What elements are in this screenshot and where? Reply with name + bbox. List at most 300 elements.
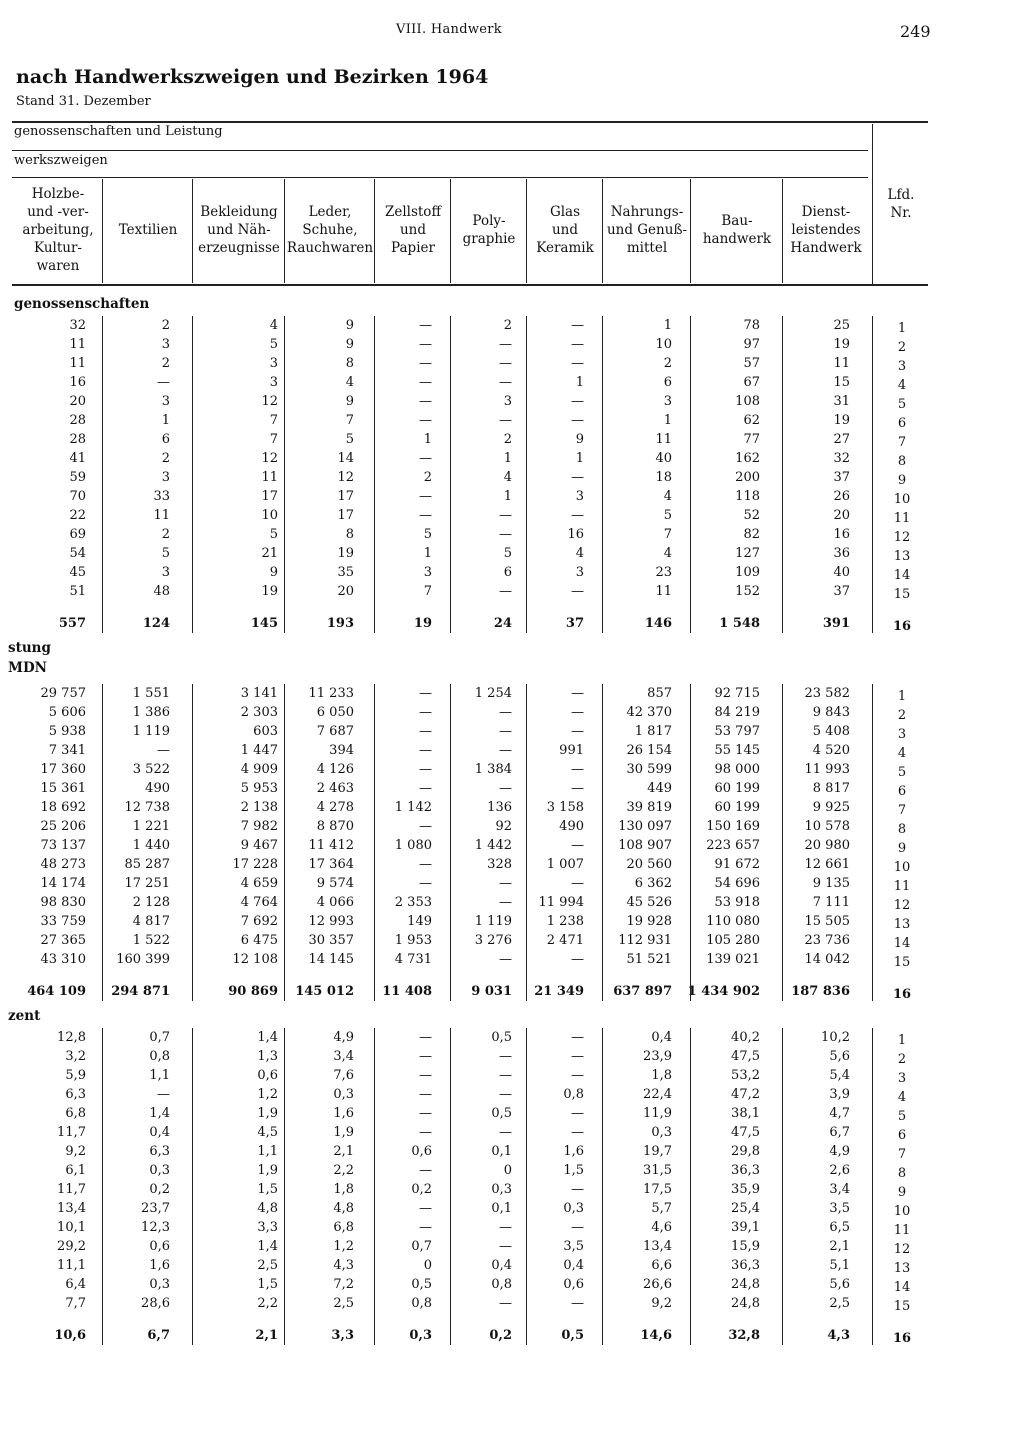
table-cell: 4,9 — [829, 1144, 850, 1159]
column-divider — [284, 316, 285, 633]
table-cell: 17 — [337, 508, 354, 523]
table-cell: — — [571, 413, 584, 428]
table-cell: 4 126 — [316, 762, 354, 777]
table-cell: 17 — [337, 489, 354, 504]
table-cell: — — [571, 762, 584, 777]
table-cell: — — [419, 743, 432, 758]
row-number: 5 — [897, 765, 907, 780]
table-cell: — — [419, 781, 432, 796]
table-cell: 2,5 — [333, 1296, 354, 1311]
table-cell: 1 — [503, 451, 512, 466]
table-cell: — — [499, 952, 512, 967]
table-cell: 54 696 — [714, 876, 760, 891]
row-number: 6 — [897, 416, 907, 431]
column-divider — [192, 179, 193, 283]
table-cell: 0 — [423, 1258, 432, 1273]
column-divider — [284, 179, 285, 283]
table-cell: 98 830 — [40, 895, 86, 910]
table-cell: 1 221 — [132, 819, 170, 834]
table-cell: 11,1 — [57, 1258, 86, 1273]
row-number: 7 — [897, 803, 907, 818]
table-cell: — — [571, 781, 584, 796]
table-cell: — — [419, 876, 432, 891]
table-cell: 92 715 — [714, 686, 760, 701]
lfd-header: Lfd. Nr. — [887, 187, 915, 221]
table-cell: 15 361 — [40, 781, 86, 796]
table-cell: 5,7 — [651, 1201, 672, 1216]
table-cell: 3 — [503, 394, 512, 409]
row-number: 5 — [897, 397, 907, 412]
table-cell: 1 440 — [132, 838, 170, 853]
table-cell: 6 — [663, 375, 672, 390]
table-cell: 19,7 — [643, 1144, 672, 1159]
table-cell: — — [419, 724, 432, 739]
row-number: 2 — [897, 1052, 907, 1067]
table-cell: — — [571, 1296, 584, 1311]
table-cell: 9 — [345, 318, 354, 333]
table-cell: 7 982 — [240, 819, 278, 834]
table-cell: 4,3 — [333, 1258, 354, 1273]
table-cell: 4,9 — [333, 1030, 354, 1045]
table-cell: 110 080 — [706, 914, 760, 929]
table-cell: 1 — [575, 451, 584, 466]
table-cell: 9 135 — [812, 876, 850, 891]
table-cell: 12 108 — [232, 952, 278, 967]
header-bottom-rule — [12, 284, 928, 286]
table-cell: 32 — [69, 318, 86, 333]
row-number: 15 — [893, 955, 911, 970]
table-cell: 7 — [269, 413, 278, 428]
table-cell: 3,4 — [829, 1182, 850, 1197]
table-cell: 9 — [269, 565, 278, 580]
table-cell: 146 — [644, 616, 672, 631]
row-number: 8 — [897, 1166, 907, 1181]
table-cell: — — [419, 1087, 432, 1102]
table-cell: 9 — [345, 394, 354, 409]
table-cell: — — [419, 1125, 432, 1140]
table-cell: 12 — [261, 451, 278, 466]
table-cell: 42 370 — [626, 705, 672, 720]
table-cell: 40 — [833, 565, 850, 580]
row-number: 8 — [897, 454, 907, 469]
table-cell: 48 — [153, 584, 170, 599]
table-cell: 145 — [250, 616, 278, 631]
table-cell: 26 — [833, 489, 850, 504]
table-cell: 48 273 — [40, 857, 86, 872]
header-subgroup-label: werkszweigen — [14, 153, 108, 168]
table-cell: 11 — [69, 356, 86, 371]
table-cell: 29,8 — [731, 1144, 760, 1159]
table-cell: 62 — [743, 413, 760, 428]
table-cell: — — [419, 857, 432, 872]
table-cell: 3,5 — [563, 1239, 584, 1254]
table-cell: 2 — [423, 470, 432, 485]
table-cell: 24 — [493, 616, 512, 631]
table-cell: 1 447 — [240, 743, 278, 758]
row-number: 9 — [897, 1185, 907, 1200]
table-cell: 8 — [345, 527, 354, 542]
table-cell: 136 — [487, 800, 512, 815]
table-cell: 6 050 — [316, 705, 354, 720]
table-cell: — — [571, 356, 584, 371]
table-cell: — — [571, 1049, 584, 1064]
table-cell: 60 199 — [714, 781, 760, 796]
table-cell: 20 — [69, 394, 86, 409]
table-cell: 3,2 — [65, 1049, 86, 1064]
table-cell: 40 — [655, 451, 672, 466]
table-cell: 4 — [575, 546, 584, 561]
row-number: 10 — [893, 492, 911, 507]
table-cell: — — [499, 527, 512, 542]
table-cell: 0,2 — [149, 1182, 170, 1197]
table-cell: 0,8 — [411, 1296, 432, 1311]
table-cell: 3 — [161, 565, 170, 580]
table-cell: 0,4 — [651, 1030, 672, 1045]
table-cell: 11 993 — [804, 762, 850, 777]
table-cell: — — [571, 318, 584, 333]
table-cell: 30 599 — [626, 762, 672, 777]
table-cell: 47,2 — [731, 1087, 760, 1102]
table-cell: 1 442 — [474, 838, 512, 853]
table-cell: 4,7 — [829, 1106, 850, 1121]
table-cell: 11,9 — [643, 1106, 672, 1121]
table-cell: — — [499, 705, 512, 720]
table-cell: 4 066 — [316, 895, 354, 910]
table-cell: 4 — [269, 318, 278, 333]
table-cell: — — [419, 762, 432, 777]
table-cell: 5 — [161, 546, 170, 561]
table-cell: 1,2 — [333, 1239, 354, 1254]
table-cell: — — [499, 375, 512, 390]
table-cell: 21 — [261, 546, 278, 561]
table-cell: — — [571, 1220, 584, 1235]
table-cell: 11 408 — [382, 984, 432, 999]
table-cell: 7,6 — [333, 1068, 354, 1083]
table-cell: 11 — [153, 508, 170, 523]
row-number: 12 — [893, 1242, 911, 1257]
table-cell: — — [419, 1106, 432, 1121]
table-cell: 294 871 — [111, 984, 170, 999]
table-cell: 1,9 — [257, 1163, 278, 1178]
table-cell: 0,5 — [491, 1106, 512, 1121]
table-cell: 33 — [153, 489, 170, 504]
column-divider — [450, 316, 451, 633]
table-cell: 8 870 — [316, 819, 354, 834]
table-cell: 0,8 — [149, 1049, 170, 1064]
table-cell: 31 — [833, 394, 850, 409]
column-divider — [872, 1028, 873, 1345]
table-cell: 3,9 — [829, 1087, 850, 1102]
table-cell: 4,8 — [333, 1201, 354, 1216]
table-cell: 14 042 — [804, 952, 850, 967]
table-cell: 19 — [413, 616, 432, 631]
table-cell: 41 — [69, 451, 86, 466]
table-cell: 45 526 — [626, 895, 672, 910]
table-cell: — — [571, 1125, 584, 1140]
column-divider — [690, 179, 691, 283]
table-cell: 394 — [329, 743, 354, 758]
table-cell: — — [571, 876, 584, 891]
running-head: VIII. Handwerk — [396, 22, 502, 37]
table-cell: 28 — [69, 432, 86, 447]
table-cell: 35,9 — [731, 1182, 760, 1197]
table-cell: 15 — [833, 375, 850, 390]
row-number: 1 — [897, 321, 907, 336]
table-cell: 0,3 — [563, 1201, 584, 1216]
column-divider — [192, 684, 193, 1001]
table-cell: 2 128 — [132, 895, 170, 910]
table-cell: 1,6 — [563, 1144, 584, 1159]
table-cell: — — [419, 1030, 432, 1045]
table-cell: 9,2 — [651, 1296, 672, 1311]
table-cell: 1 254 — [474, 686, 512, 701]
table-cell: 0,6 — [257, 1068, 278, 1083]
table-cell: 7,2 — [333, 1277, 354, 1292]
table-cell: 5 — [345, 432, 354, 447]
table-cell: 53 797 — [714, 724, 760, 739]
table-cell: 2,5 — [829, 1296, 850, 1311]
table-cell: — — [499, 508, 512, 523]
column-divider — [602, 1028, 603, 1345]
table-cell: 3 — [663, 394, 672, 409]
table-cell: 4,6 — [651, 1220, 672, 1235]
table-cell: 4 — [663, 546, 672, 561]
table-cell: 36 — [833, 546, 850, 561]
table-cell: 26 154 — [626, 743, 672, 758]
table-cell: 0,3 — [491, 1182, 512, 1197]
column-header: Dienst- leistendes Handwerk — [790, 204, 862, 256]
table-cell: — — [419, 489, 432, 504]
table-cell: — — [499, 1049, 512, 1064]
table-cell: 10 — [655, 337, 672, 352]
table-cell: 16 — [833, 527, 850, 542]
table-cell: 55 145 — [714, 743, 760, 758]
table-cell: — — [571, 705, 584, 720]
column-divider — [102, 316, 103, 633]
table-cell: 145 012 — [295, 984, 354, 999]
table-cell: 1 — [663, 413, 672, 428]
table-cell: 24,8 — [731, 1277, 760, 1292]
row-number: 1 — [897, 1033, 907, 1048]
table-cell: 37 — [565, 616, 584, 631]
table-cell: 2,6 — [829, 1163, 850, 1178]
table-cell: — — [419, 1049, 432, 1064]
table-cell: 0,4 — [563, 1258, 584, 1273]
column-divider — [602, 179, 603, 283]
table-cell: 17 364 — [308, 857, 354, 872]
table-cell: 9 — [575, 432, 584, 447]
row-number: 16 — [892, 1331, 912, 1346]
row-number: 7 — [897, 435, 907, 450]
table-cell: 12 — [337, 470, 354, 485]
table-cell: 118 — [735, 489, 760, 504]
table-cell: 6,3 — [149, 1144, 170, 1159]
table-cell: 0,1 — [491, 1144, 512, 1159]
column-divider — [782, 316, 783, 633]
column-header: Poly- graphie — [462, 213, 516, 247]
table-cell: 1,6 — [149, 1258, 170, 1273]
table-cell: 0,3 — [149, 1277, 170, 1292]
table-cell: 2,1 — [333, 1144, 354, 1159]
table-cell: 15,9 — [731, 1239, 760, 1254]
table-cell: 490 — [145, 781, 170, 796]
row-number: 4 — [897, 746, 907, 761]
table-cell: 10 578 — [804, 819, 850, 834]
table-cell: 2,2 — [333, 1163, 354, 1178]
table-cell: 18 — [655, 470, 672, 485]
table-cell: 28 — [69, 413, 86, 428]
table-cell: 5 — [663, 508, 672, 523]
table-cell: 31,5 — [643, 1163, 672, 1178]
table-cell: 90 869 — [228, 984, 278, 999]
table-cell: — — [499, 781, 512, 796]
table-cell: 3 — [423, 565, 432, 580]
table-cell: 7 — [269, 432, 278, 447]
table-cell: 17,5 — [643, 1182, 672, 1197]
column-header: Zellstoff und Papier — [384, 204, 442, 256]
header-group-label: genossenschaften und Leistung — [14, 124, 223, 139]
column-divider — [450, 684, 451, 1001]
table-cell: 108 — [735, 394, 760, 409]
table-cell: — — [499, 584, 512, 599]
table-cell: 603 — [253, 724, 278, 739]
table-cell: 32 — [833, 451, 850, 466]
table-cell: 20 560 — [626, 857, 672, 872]
table-cell: 991 — [559, 743, 584, 758]
table-cell: 19 — [261, 584, 278, 599]
table-cell: — — [499, 356, 512, 371]
table-cell: 2 303 — [240, 705, 278, 720]
table-cell: 1,6 — [333, 1106, 354, 1121]
row-number: 3 — [897, 1071, 907, 1086]
table-cell: 5,4 — [829, 1068, 850, 1083]
table-cell: 1,9 — [333, 1125, 354, 1140]
table-cell: 5 — [269, 527, 278, 542]
table-cell: 105 280 — [706, 933, 760, 948]
column-divider — [192, 1028, 193, 1345]
table-cell: 11 — [261, 470, 278, 485]
table-cell: 328 — [487, 857, 512, 872]
table-cell: 92 — [495, 819, 512, 834]
table-cell: 54 — [69, 546, 86, 561]
column-divider — [690, 684, 691, 1001]
table-cell: 3 141 — [240, 686, 278, 701]
table-cell: 0,5 — [491, 1030, 512, 1045]
table-cell: 22 — [69, 508, 86, 523]
column-divider — [284, 684, 285, 1001]
table-cell: 1 548 — [719, 616, 760, 631]
table-cell: 6,8 — [65, 1106, 86, 1121]
column-header: Nahrungs- und Genuß- mittel — [606, 204, 688, 256]
column-divider — [526, 1028, 527, 1345]
table-cell: 13,4 — [57, 1201, 86, 1216]
table-cell: 0,3 — [333, 1087, 354, 1102]
table-cell: 51 — [69, 584, 86, 599]
row-number: 6 — [897, 1128, 907, 1143]
table-top-rule — [12, 121, 928, 123]
table-cell: — — [419, 508, 432, 523]
table-cell: 30 357 — [308, 933, 354, 948]
table-cell: — — [419, 356, 432, 371]
table-cell: 1,4 — [257, 1239, 278, 1254]
column-divider — [872, 684, 873, 1001]
table-cell: 1 — [161, 413, 170, 428]
table-cell: — — [499, 895, 512, 910]
column-divider — [782, 179, 783, 283]
table-cell: 391 — [822, 616, 850, 631]
column-divider — [690, 1028, 691, 1345]
table-cell: 7 692 — [240, 914, 278, 929]
table-cell: — — [419, 394, 432, 409]
table-cell: 9 — [345, 337, 354, 352]
table-cell: — — [419, 451, 432, 466]
table-cell: 12 738 — [124, 800, 170, 815]
column-header: Textilien — [118, 222, 178, 238]
table-cell: 124 — [142, 616, 170, 631]
table-cell: 3 — [161, 394, 170, 409]
table-cell: 3 — [575, 565, 584, 580]
row-number: 15 — [893, 1299, 911, 1314]
table-cell: 150 169 — [706, 819, 760, 834]
row-number: 2 — [897, 340, 907, 355]
table-cell: 2 — [161, 356, 170, 371]
table-cell: 1 238 — [546, 914, 584, 929]
table-cell: 162 — [735, 451, 760, 466]
table-cell: 51 521 — [626, 952, 672, 967]
row-number: 11 — [893, 511, 911, 526]
column-header: Glas und Keramik — [536, 204, 594, 256]
table-cell: 6 475 — [240, 933, 278, 948]
table-cell: — — [499, 337, 512, 352]
table-cell: 1 434 902 — [687, 984, 760, 999]
row-number: 1 — [897, 689, 907, 704]
table-cell: 1 953 — [394, 933, 432, 948]
table-cell: 52 — [743, 508, 760, 523]
table-cell: 1 — [663, 318, 672, 333]
table-cell: — — [571, 508, 584, 523]
table-cell: 53 918 — [714, 895, 760, 910]
table-cell: 7 — [663, 527, 672, 542]
table-cell: 5 — [423, 527, 432, 542]
table-cell: 20 — [337, 584, 354, 599]
table-cell: 1 — [503, 489, 512, 504]
table-cell: 1,2 — [257, 1087, 278, 1102]
table-cell: 2 353 — [394, 895, 432, 910]
table-cell: 0,4 — [149, 1125, 170, 1140]
table-cell: 20 980 — [804, 838, 850, 853]
table-cell: 39,1 — [731, 1220, 760, 1235]
table-cell: 0,6 — [563, 1277, 584, 1292]
column-divider — [690, 316, 691, 633]
table-cell: 0,8 — [491, 1277, 512, 1292]
table-cell: 3,3 — [331, 1328, 354, 1343]
table-cell: 4 764 — [240, 895, 278, 910]
table-cell: — — [499, 1220, 512, 1235]
row-number: 3 — [897, 727, 907, 742]
table-cell: 1,5 — [257, 1182, 278, 1197]
table-cell: — — [499, 1068, 512, 1083]
table-cell: 2,5 — [257, 1258, 278, 1273]
table-cell: 857 — [647, 686, 672, 701]
table-cell: 23 — [655, 565, 672, 580]
table-cell: 70 — [69, 489, 86, 504]
table-cell: 1 119 — [132, 724, 170, 739]
table-cell: 6,3 — [65, 1087, 86, 1102]
table-cell: 32,8 — [728, 1328, 760, 1343]
table-cell: 2 — [161, 451, 170, 466]
column-divider — [374, 1028, 375, 1345]
table-cell: 21 349 — [534, 984, 584, 999]
